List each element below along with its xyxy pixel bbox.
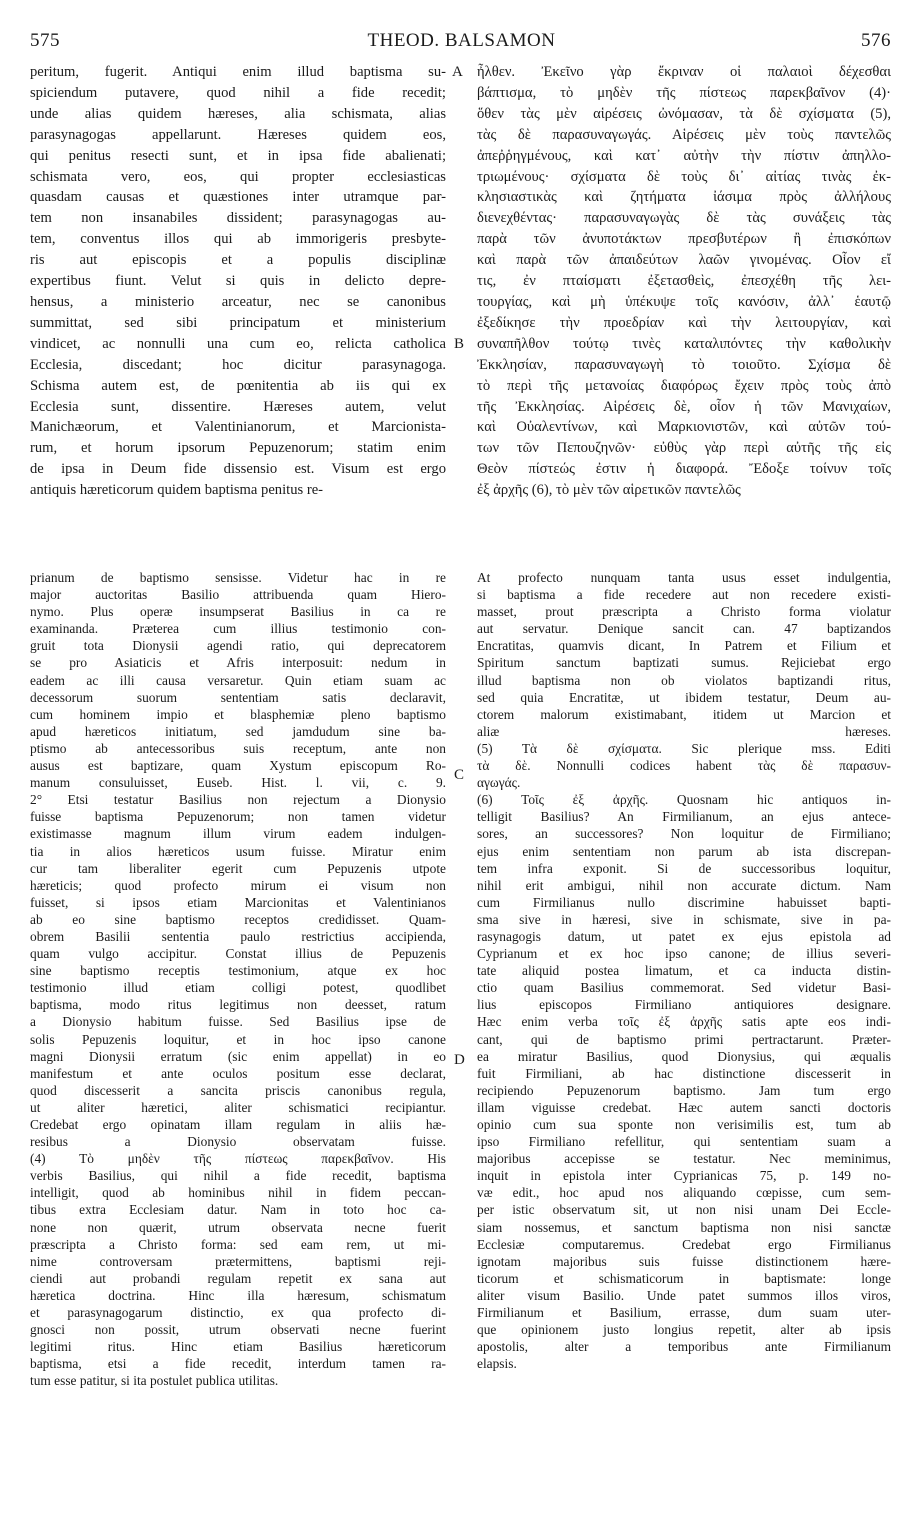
note-line: major auctoritas Basilio attribuenda quam Hiero- [30,587,446,603]
text-line: τῆς Ἐκκλησίας. Αἱρέσεις δὲ, οἷον ἡ τῶν Μανιχαίων, [477,398,891,415]
note-line: illam viguisse credebat. Hæc autem sancti doctoris [477,1099,891,1115]
note-line: hæretica doctrina. Hinc illa hæresum, schismatum [30,1287,446,1303]
note-line: (6) Τοῖς ἐξ ἀρχῆς. Quosnam hic antiquos in- [477,792,891,808]
note-line: ticorum et schismaticorum in baptismate: longe [477,1270,891,1286]
text-line: ὅθεν τὰς μὲν αἱρέσεις ὠνόμασαν, τὰ δὲ σχίσματα (5), [477,105,891,122]
text-line: unde alias quidem hæreses, alia schismata, alias [30,105,446,122]
text-line: Θεὸν πίστεώς ἐστιν ἡ διαφορά. Ἔδοξε τοίνυν τοῖς [477,461,891,478]
note-line: cum hominem impio et blasphemiæ pleno baptismo [30,706,446,722]
note-line: se pro Asiaticis et Afris interposuit: nedum in [30,655,446,671]
note-line: verbis Basilius, qui nihil a fide recedit, baptisma [30,1168,446,1184]
margin-marker-b: B [454,336,465,352]
text-line: expertibus fiunt. Velut si quis in delicto depre- [30,273,446,290]
note-line: apud hæreticos initiatum, sed jamdudum sine ba- [30,723,446,739]
note-line: τὰ δὲ. Nonnulli codices habent τὰς δὲ παρασυν- [477,758,891,774]
note-line: ausus est baptizare, quam Xystum episcopum Ro- [30,758,446,774]
note-line: Hæc enim verba τοῖς ἐξ ἀρχῆς satis apte eos indi- [477,1014,891,1030]
note-line: Ecclesiæ computaremus. Credebat ergo Firmilianus [477,1236,891,1252]
note-line: (4) Τὸ μηδὲν τῆς πίστεως παρεκβαῖνον. His [30,1151,446,1167]
text-line: Ἐκκλησίαν, παρασυναγωγὴ τὸ τοιοῦτο. Σχίσμα δὲ [477,356,891,373]
note-line: nihil erit ambigui, nihil non accurate dictum. Nam [477,877,891,893]
running-title: THEOD. BALSAMON [367,30,556,51]
note-line: sma sive in hæresi, sive in schismate, sive in pa- [477,911,891,927]
note-line: manifestum et ante oculos positum esse declarat, [30,1065,446,1081]
note-line: ctio quam Basilius commemorat. Sed videtur Basi- [477,980,891,996]
note-line: quod discesserit a sancita priscis canonibus regula, [30,1082,446,1098]
note-line: si baptisma a fide recedere aut non recedere existi- [477,587,891,603]
text-line: tem, conventus illos qui ab immorigeris presbyte- [30,231,446,248]
note-line: examinanda. Præterea cum illius testimonio con- [30,621,446,637]
greek-text-column [477,62,891,501]
text-line: antiquis hæreticorum quidem baptisma penitus re- [30,482,324,499]
note-line: resibus a Dionysio observatam fuisse. [30,1134,446,1150]
note-line: legitimi ritus. Hinc etiam Basilius hæreticorum [30,1339,446,1355]
note-line: obrem Basilii sententia paulo restrictius accipienda, [30,928,446,944]
text-line: Schisma autem est, de pœnitentia ab iis qui ex [30,377,446,394]
note-line: recipiendo Pepuzenorum baptismo. Jam tum ergo [477,1082,891,1098]
note-line: ea miratur Basilius, quod Dionysius, qui æqualis [477,1048,891,1064]
note-line: apostolis, alter a temporibus ante Firmilianum [477,1339,891,1355]
note-line: αγωγάς. [477,775,521,791]
note-line: tum esse patitur, si ita postulet publica utilitas. [30,1373,279,1389]
note-line: ctorem malorum existimabant, itidem ut Marcion et [477,706,891,722]
text-line: tem non insanabiles dissident; parasynagogas au- [30,210,446,227]
note-line: cum Firmilianus nullo discrimine habuisset bapti- [477,894,891,910]
note-line: gnosci non possit, utrum observati necne fuerint [30,1322,446,1338]
note-line: intelligit, quod ab hominibus nihil in fidem peccan- [30,1185,446,1201]
text-line: παρὰ τῶν ἀνυποτάκτων πρεσβυτέρων ἢ ἐπισκόπων [477,231,891,248]
text-line: Ecclesia sunt, dissentire. Hæreses autem, velut [30,398,446,415]
text-line: de ipsa in Deum fide dissensio est. Visum est ergo [30,461,446,478]
text-line: κλησιαστικὰς καὶ ζητήματα ἰάσιμα πρὸς ἀλλήλους [477,189,891,206]
text-line: ἐξεδίκησε τὴν προεδρίαν καὶ τὴν λειτουργίαν, καὶ [477,314,891,331]
note-line: cant, qui de baptismo primi pertractarunt. Præter- [477,1031,891,1047]
note-line: ptismo ab antecessoribus suis receptum, ante non [30,740,446,756]
note-line: a Dionysio habitum fuisse. Sed Basilius ipse de [30,1014,446,1030]
text-line: quasdam causas et quæstiones inter utramque par- [30,189,446,206]
note-line: telligit Basilius? An Firmilianum, an ejus antece- [477,809,891,825]
text-line: τουργίας, καὶ μὴ ὑπέκυψε τοῖς κανόσιν, ἀλλ᾽ ἑαυτῷ [477,293,891,310]
note-line: Spiritum sanctum baptizati sumus. Rejiciebat ergo [477,655,891,671]
text-line: τὰς δὲ παρασυναγωγάς. Αἱρέσεις μὲν τοὺς παντελῶς [477,126,891,143]
note-line: aut servatur. Denique sancit can. 47 baptizandos [477,621,891,637]
note-line: ut aliter hæretici, aliter schismatici recipiantur. [30,1099,446,1115]
note-line: ciendi aut probandi regulam repetit ex sana aut [30,1270,446,1286]
text-line: συναπῆλθον τούτῳ τινὲς καταλιπόντες τὴν καθολικὴν [477,335,891,352]
text-line: rum, et horum ipsorum Pepuzenorum; statim enim [30,440,446,457]
margin-marker-d: D [454,1052,465,1068]
margin-marker-a: A [452,64,463,80]
text-line: summittat, sed sibi principatum et ministerium [30,314,446,331]
text-line: Manichæorum, et Valentinianorum, et Marcionista- [30,419,446,436]
note-line: sine baptismo receptis testimonium, atque ex hoc [30,963,446,979]
note-line: gruit tota Dionysii agendi ratio, qui deprecatorem [30,638,446,654]
note-line: sores, an successores? Non loquitur de Firmiliano; [477,826,891,842]
latin-translation-column [30,62,446,501]
note-line: rasynagogis datum, ut patet ex ejus epistola ad [477,928,891,944]
note-line: per istic observatum sit, ut non nisi unam Dei Eccle- [477,1202,891,1218]
text-line: hensus, a ministerio arceatur, nec se canonibus [30,293,446,310]
note-line: ab eo sine baptismo receptos credidisset. Quam- [30,911,446,927]
note-line: cur tam liberaliter egerit cum Pepuzenis utpote [30,860,446,876]
note-line: (5) Τὰ δὲ σχίσματα. Sic plerique mss. Editi [477,740,891,756]
note-line: aliæ hæreses. [477,723,891,739]
text-line: ἦλθεν. Ἐκεῖνο γὰρ ἔκριναν οἱ παλαιοὶ δέχεσθαι [477,64,891,80]
note-line: que opinionem justo longius repetit, alter ab ipsis [477,1322,891,1338]
note-line: Credebat ergo opinatam illam regulam in aliis hæ- [30,1117,446,1132]
note-line: illud baptisma non ob violatos baptizandi ritus, [477,672,891,688]
text-line: schismata vero, eos, qui propter ecclesiasticas [30,168,446,185]
note-line: hæreticis; quod profecto mirum ei visum non [30,877,446,893]
note-line: manum consuluisset, Euseb. Hist. l. vii, c. 9. [30,775,446,791]
text-line: βάπτισμα, τὸ μηδὲν τῆς πίστεως παρεκβαῖνον (4)· [477,84,891,101]
text-line: Ecclesia, discedant; hoc dicitur parasynagoga. [30,356,446,373]
note-line: opinio cum sua sponte non verisimilis est, tum ab [477,1117,891,1132]
text-line: τὸ περὶ τῆς μετανοίας διαφόρως ἔχειν πρὸς τοὺς ἀπὸ [477,377,891,394]
note-line: At profecto nunquam tanta usus esset indulgentia, [477,570,891,585]
margin-marker-c: C [454,767,465,783]
text-line: parasynagogas appellarunt. Hæreses quidem eos, [30,126,446,143]
right-page-number: 576 [861,30,891,51]
note-line: baptisma, etsi a fide recedit, interdum tamen ra- [30,1356,446,1372]
note-line: Cyprianum et ex hoc ipso canone; de illius severi- [477,946,891,962]
note-line: tibus extra Ecclesiam datur. Nam in toto hoc ca- [30,1202,446,1218]
note-line: fuit Firmiliani, ab hac distinctione discesserit in [477,1065,891,1081]
note-line: siam nossemus, et sanctum baptisma non nisi sanctæ [477,1219,891,1235]
notes-right-column [477,569,891,1372]
note-line: ipso Firmiliano refellitur, qui sententiam suam a [477,1134,891,1150]
note-line: Encratitas, quamvis dicant, In Patrem et Filium et [477,638,891,654]
text-line: ris aut episcopis et a populis disciplinæ [30,252,446,269]
note-line: 2° Etsi testatur Basilius non rejectum a Dionysio [30,792,446,808]
note-line: sed quia Encratitæ, ut ibidem testatur, Deum au- [477,689,891,705]
note-line: nime controversam prætermittens, baptismi reji- [30,1253,446,1269]
text-line: peritum, fugerit. Antiqui enim illud baptisma su- [30,64,446,80]
note-line: fuisset, si ipsos etiam Marcionitas et Valentinianos [30,894,446,910]
text-line: vindicet, ac nonnulli una cum eo, relicta catholica [30,335,446,352]
note-line: solis Pepuzenis loquitur, et in hoc ipso canone [30,1031,446,1047]
text-line: διενεχθέντας· παρασυναγωγὰς δὲ τὰς συνάξεις τὰς [477,210,891,227]
note-line: magni Dionysii erratum (sic enim appellat) in eo [30,1048,446,1064]
note-line: præscripta a Christo forma: sed eam rem, ut mi- [30,1236,446,1252]
note-line: quam vulgo accipitur. Constat illius de Pepuzenis [30,946,446,962]
text-line: ἐξ ἀρχῆς (6), τὸ μὲν τῶν αἱρετικῶν παντελῶς [477,482,741,499]
text-line: τριωμένους· σχίσματα δὲ τοὺς δι᾽ αἰτίας τινὰς ἐκ- [477,168,891,185]
note-line: lius episcopos Firmiliano antiquiores designare. [477,997,891,1013]
note-line: tate aliquid postea limatum, et ca inducta distin- [477,963,891,979]
notes-left-column [30,569,446,1390]
note-line: ignotam majoribus suis fuisse distinctionem hære- [477,1253,891,1269]
note-line: baptisma, modo ritus legitimus non deesset, ratum [30,997,446,1013]
text-line: καὶ παρὰ τῶν ἀπαιδεύτων λαῶν γινομένας. Οἷον εἴ [477,252,891,269]
note-line: eadem ac illi causa versaretur. Quin etiam suam ac [30,672,446,688]
note-line: prianum de baptismo sensisse. Videtur hac in re [30,570,446,585]
note-line: existimasse magnum illum virum eadem indulgen- [30,826,446,842]
note-line: aliter visum Basilio. Unde patet summos illos viros, [477,1287,891,1303]
note-line: none non quærit, utrum observata necne fuerit [30,1219,446,1235]
note-line: ejus enim sententiam non parum ab ista discrepan- [477,843,891,859]
text-line: των τῶν Πεπουζηνῶν· εὐθὺς γὰρ περὶ αὐτῆς τῆς εἰς [477,440,891,457]
note-line: tem infra exponit. Si de successoribus loquitur, [477,860,891,876]
note-line: majoribus accepisse se testatur. Nec meminimus, [477,1151,891,1167]
text-line: spiciendum putavere, quod nihil a fide recedit; [30,84,446,101]
note-line: nymo. Plus operæ insumpserat Basilius in ca re [30,604,446,620]
note-line: elapsis. [477,1356,517,1372]
note-line: masset, prout præscripta a Christo forma violatur [477,604,891,620]
text-line: qui penitus resecti sunt, et in ipsa fide abalienati; [30,147,446,164]
text-line: ἀπεῤῥηγμένους, καὶ κατ᾽ αὐτὴν τὴν πίστιν ἀπηλλο- [477,147,891,164]
note-line: Firmilianum et Basilium, errasse, dum suam uter- [477,1305,891,1321]
note-line: inquit in epistola inter Cyprianicas 75, p. 149 no- [477,1168,891,1184]
text-line: τις, ἐν πταίσματι ἐξετασθεὶς, ἐπεσχέθη τῆς λει- [477,273,891,290]
note-line: fuisse baptisma Pepuzenorum; non tamen videtur [30,809,446,825]
note-line: tia in alios hæreticos usum fuisse. Miratur enim [30,843,446,859]
left-page-number: 575 [30,30,60,51]
note-line: væ edit., hoc apud nos aliquando cœpisse, cum sem- [477,1185,891,1201]
note-line: decessorum suorum sententiam satis declaravit, [30,689,446,705]
text-line: καὶ Οὐαλεντίνων, καὶ Μαρκιονιστῶν, καὶ αὐτῶν τού- [477,419,891,436]
note-line: testimonio illud etiam colligi potest, quodlibet [30,980,446,996]
note-line: et parasynagogarum distinctio, ex qua profecto di- [30,1305,446,1321]
